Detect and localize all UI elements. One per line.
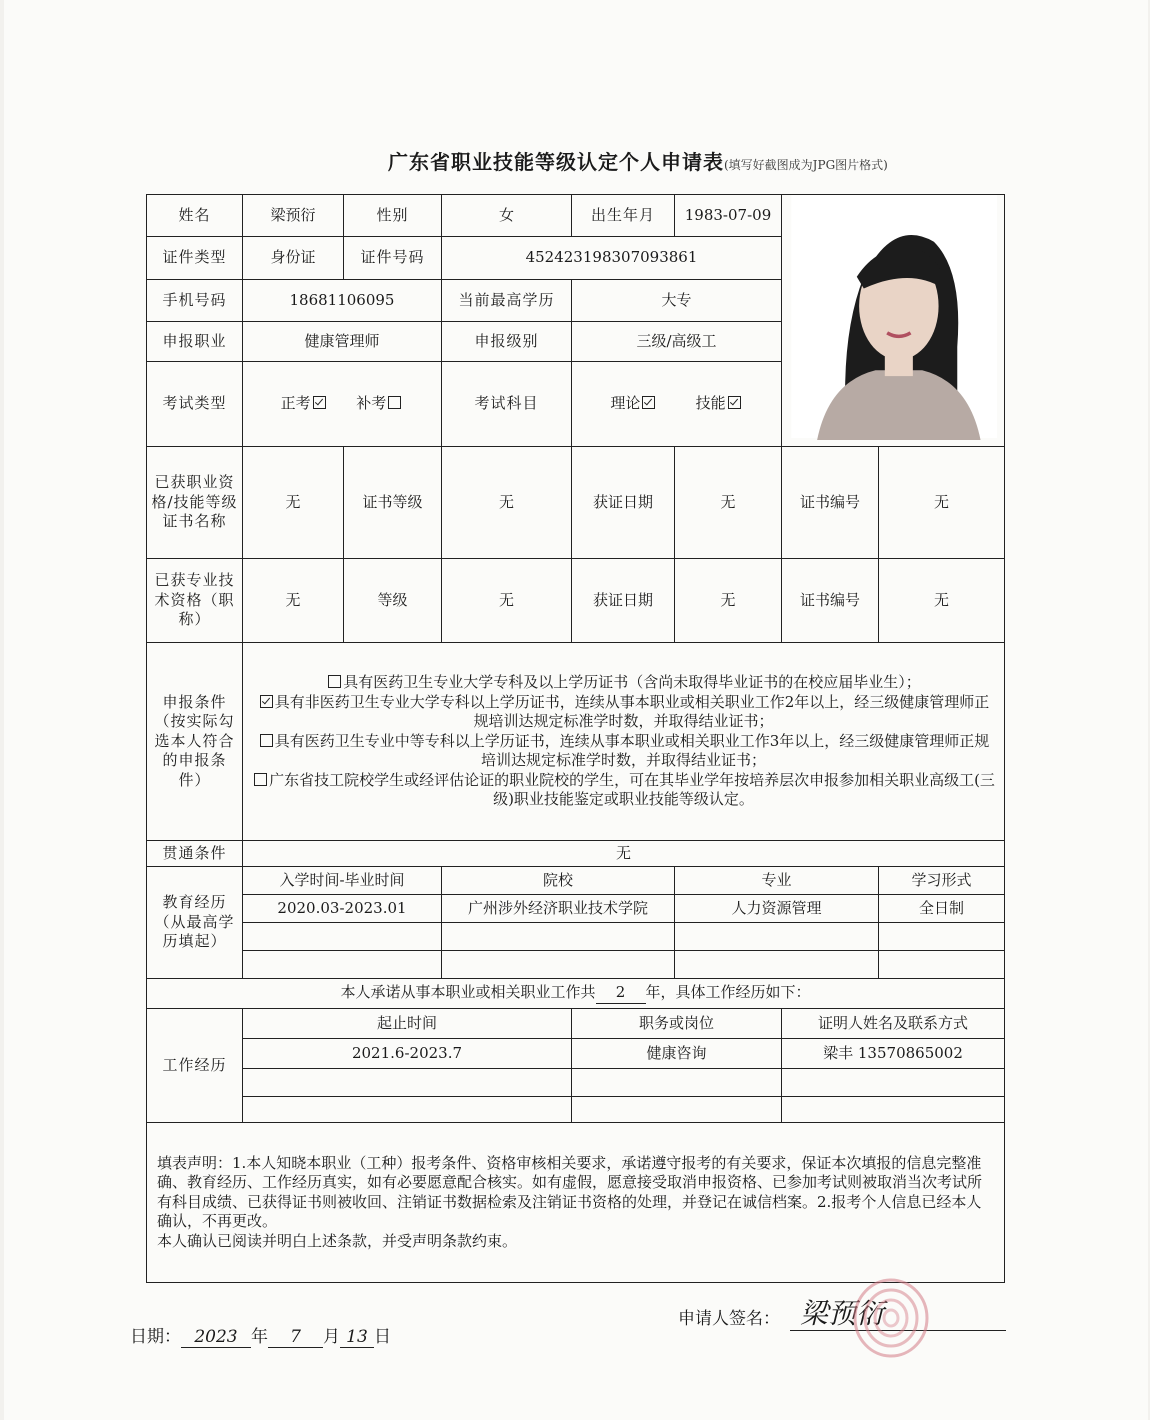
gender-value: 女	[442, 195, 572, 237]
job-label: 申报职业	[147, 322, 243, 362]
declaration	[147, 1122, 1005, 1282]
date-row	[130, 1322, 391, 1348]
signature: 梁预衍	[800, 1297, 885, 1330]
edu-header-school: 院校	[442, 866, 675, 894]
condition-text: 具有医药卫生专业大学专科及以上学历证书（含尚未取得毕业证书的在校应届毕业生）；	[343, 673, 921, 692]
date-month: 7	[268, 1327, 323, 1348]
title-grade-label: 等级	[344, 558, 442, 642]
cert-no-value: 无	[879, 446, 1005, 558]
condition-checkbox[interactable]	[328, 675, 341, 688]
work-empty-cell	[243, 1068, 572, 1096]
declaration-confirm: 本人确认已阅读并明白上述条款，并受声明条款约束。	[157, 1231, 518, 1250]
edu-empty-cell	[879, 922, 1005, 950]
pledge-pre: 本人承诺从事本职业或相关职业工作共	[340, 983, 596, 1002]
edu-label: 当前最高学历	[442, 279, 572, 321]
idno-value: 452423198307093861	[442, 237, 782, 279]
pledge-post: 年，具体工作经历如下：	[645, 983, 811, 1002]
title-note: (填写好截图成为JPG图片格式)	[724, 158, 888, 172]
subject-theory-label: 理论	[610, 394, 641, 413]
edu-header-mode: 学习形式	[879, 866, 1005, 894]
subject-options	[572, 362, 782, 447]
title-cert-value: 无	[243, 558, 344, 642]
phone-label: 手机号码	[147, 279, 243, 321]
work-empty-cell	[572, 1096, 782, 1122]
level-label: 申报级别	[442, 322, 572, 362]
cert-date-value: 无	[675, 446, 782, 558]
condition-item	[251, 771, 996, 810]
name-value: 梁预衍	[243, 195, 344, 237]
phone-value: 18681106095	[243, 279, 442, 321]
through-value: 无	[243, 840, 1005, 866]
edu-value: 大专	[572, 279, 782, 321]
name-label: 姓名	[147, 195, 243, 237]
cert-value: 无	[243, 446, 344, 558]
edu-empty-cell	[243, 922, 442, 950]
edu-empty-cell	[243, 950, 442, 978]
subject-skill-checkbox[interactable]	[728, 396, 741, 409]
conditions-list	[243, 642, 1005, 840]
edu-period: 2020.03-2023.01	[243, 894, 442, 922]
gender-label: 性别	[344, 195, 442, 237]
date-year: 2023	[181, 1327, 251, 1348]
work-empty-cell	[782, 1068, 1005, 1096]
signature-label: 申请人签名：	[678, 1309, 780, 1329]
declaration-text: 填表声明：1.本人知晓本职业（工种）报考条件、资格审核相关要求，承诺遵守报考的有关要求，保证本次填报的信息完整准确、教育经历、工作经历真实，如有必要愿意配合核实。如有虚假，愿意接受取消申报资格、已参加考试则被取消当次考试所有科目成绩、已获得证书则被收回、注销证书数据检索及注销证书资格的处理，并登记在诚信档案。2.报考个人信息已经本人确认，不再更改。	[157, 1153, 983, 1231]
work-witness: 梁丰 13570865002	[782, 1038, 1005, 1068]
month-unit: 月	[323, 1327, 340, 1347]
condition-text: 具有医药卫生专业中等专科以上学历证书，连续从事本职业或相关职业工作3年以上，经三级健康管理师正规培训达规定标准学时数，并取得结业证书；	[274, 731, 990, 770]
idno-label: 证件号码	[344, 237, 442, 279]
condition-checkbox[interactable]	[260, 734, 273, 747]
title-date-value: 无	[675, 558, 782, 642]
condition-item	[251, 732, 996, 771]
level-value: 三级/高级工	[572, 322, 782, 362]
condition-text: 广东省技工院校学生或经评估论证的职业院校的学生，可在其毕业学年按培养层次申报参加相关职业高级工(三级)职业技能鉴定或职业技能等级认定。	[269, 770, 995, 809]
idtype-value: 身份证	[243, 237, 344, 279]
edu-empty-cell	[675, 922, 879, 950]
work-header-position: 职务或岗位	[572, 1008, 782, 1038]
work-empty-cell	[572, 1068, 782, 1096]
edu-header-major: 专业	[675, 866, 879, 894]
day-unit: 日	[374, 1327, 391, 1347]
birth-label: 出生年月	[572, 195, 675, 237]
work-empty-cell	[243, 1096, 572, 1122]
portrait-image	[782, 195, 1004, 440]
title-no-value: 无	[879, 558, 1005, 642]
condition-item	[251, 673, 996, 693]
edu-mode: 全日制	[879, 894, 1005, 922]
photo-cell	[782, 195, 1005, 447]
title-cert-label: 已获专业技术资格（职称）	[147, 558, 243, 642]
title-text: 广东省职业技能等级认定个人申请表	[388, 150, 724, 174]
edu-empty-cell	[675, 950, 879, 978]
date-label: 日期：	[130, 1327, 181, 1347]
cert-grade-value: 无	[442, 446, 572, 558]
subject-theory-checkbox[interactable]	[642, 396, 655, 409]
work-header-period: 起止时间	[243, 1008, 572, 1038]
examtype-label: 考试类型	[147, 362, 243, 447]
condition-item	[251, 693, 996, 732]
exam-makeup-checkbox[interactable]	[388, 396, 401, 409]
condition-text: 具有非医药卫生专业大学专科以上学历证书，连续从事本职业或相关职业工作2年以上，经三级健康管理师正规培训达规定标准学时数，并取得结业证书；	[274, 692, 990, 731]
conditions-label: 申报条件（按实际勾选本人符合的申报条件）	[147, 642, 243, 840]
cert-date-label: 获证日期	[572, 446, 675, 558]
applicant-photo	[782, 195, 1004, 446]
form-title	[388, 146, 888, 175]
work-header-witness: 证明人姓名及联系方式	[782, 1008, 1005, 1038]
cert-no-label: 证书编号	[782, 446, 879, 558]
through-label: 贯通条件	[147, 840, 243, 866]
title-date-label: 获证日期	[572, 558, 675, 642]
work-pledge	[147, 978, 1005, 1008]
condition-checkbox[interactable]	[260, 695, 273, 708]
exam-regular-checkbox[interactable]	[313, 396, 326, 409]
cert-grade-label: 证书等级	[344, 446, 442, 558]
pledge-years: 2	[596, 983, 646, 1004]
date-day: 13	[340, 1327, 374, 1348]
edu-school: 广州涉外经济职业技术学院	[442, 894, 675, 922]
education-label: 教育经历（从最高学历填起）	[147, 866, 243, 978]
edu-empty-cell	[879, 950, 1005, 978]
application-table	[146, 194, 1005, 1283]
exam-regular-label: 正考	[280, 394, 311, 413]
title-grade-value: 无	[442, 558, 572, 642]
edu-empty-cell	[442, 922, 675, 950]
work-label: 工作经历	[147, 1008, 243, 1122]
subject-label: 考试科目	[442, 362, 572, 447]
job-value: 健康管理师	[243, 322, 442, 362]
examtype-options	[243, 362, 442, 447]
year-unit: 年	[251, 1327, 268, 1347]
exam-makeup-label: 补考	[356, 394, 387, 413]
edu-major: 人力资源管理	[675, 894, 879, 922]
title-no-label: 证书编号	[782, 558, 879, 642]
idtype-label: 证件类型	[147, 237, 243, 279]
subject-skill-label: 技能	[695, 394, 726, 413]
cert-label: 已获职业资格/技能等级证书名称	[147, 446, 243, 558]
work-empty-cell	[782, 1096, 1005, 1122]
edu-empty-cell	[442, 950, 675, 978]
fingerprint-stamp	[848, 1276, 934, 1360]
edu-header-period: 入学时间-毕业时间	[243, 866, 442, 894]
work-position: 健康咨询	[572, 1038, 782, 1068]
work-period: 2021.6-2023.7	[243, 1038, 572, 1068]
birth-value: 1983-07-09	[675, 195, 782, 237]
condition-checkbox[interactable]	[254, 773, 267, 786]
